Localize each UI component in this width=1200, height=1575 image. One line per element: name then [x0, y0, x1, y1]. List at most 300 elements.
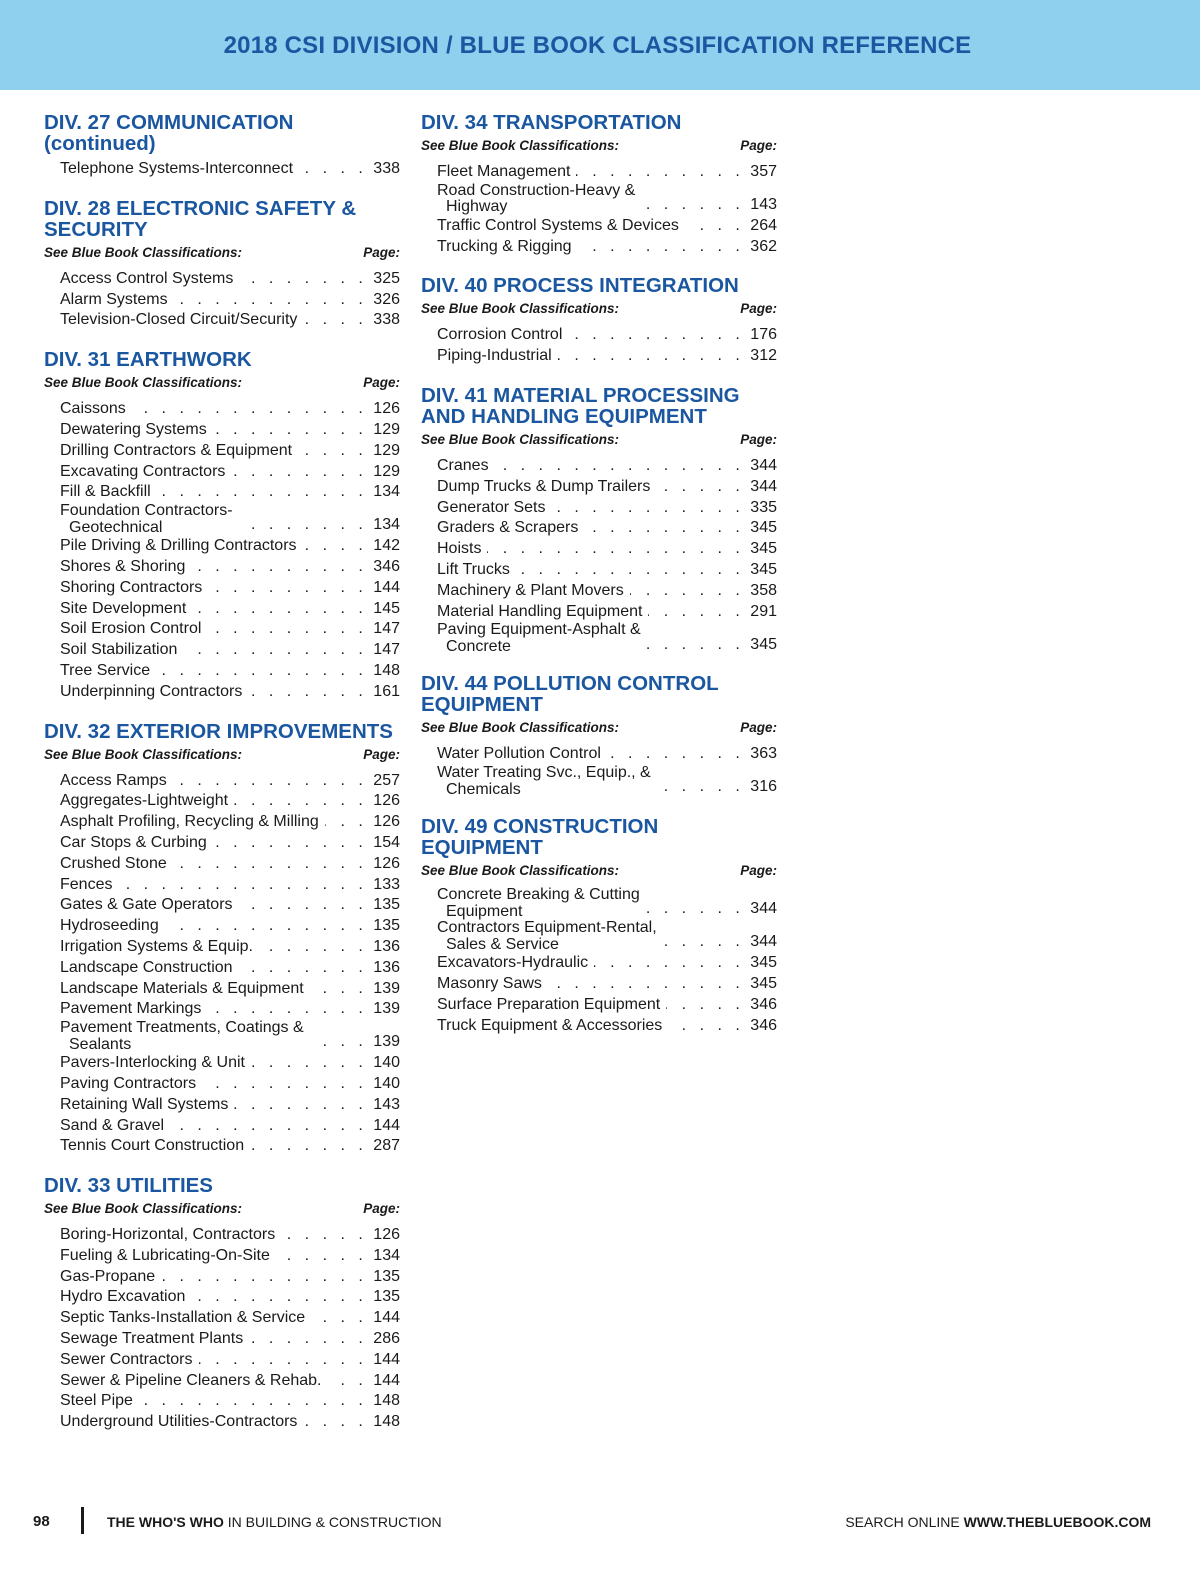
classification-entry — [437, 1016, 777, 1037]
classification-name-line: Geotechnical — [69, 518, 163, 536]
division-title — [44, 1175, 400, 1196]
classification-name-line: Boring-Horizontal, Contractors — [60, 1226, 276, 1244]
page-reference: 325 — [373, 269, 400, 287]
classification-name-line: Gas-Propane — [60, 1267, 156, 1285]
page-reference: 344 — [750, 477, 777, 495]
page-reference: 136 — [373, 958, 400, 976]
classification-entry — [60, 1074, 400, 1095]
dot-leader — [165, 916, 368, 937]
classification-name-line: Contractors Equipment-Rental, — [437, 919, 657, 937]
page-reference: 126 — [373, 813, 400, 831]
classification-entry — [437, 920, 777, 953]
classification-subheader — [421, 432, 777, 448]
classification-name-line: Pavers-Interlocking & Unit — [60, 1054, 245, 1072]
page-reference: 326 — [373, 290, 400, 308]
page-column-label: Page: — [363, 746, 400, 762]
classification-name — [437, 325, 562, 346]
classification-name-line: Crushed Stone — [60, 854, 167, 872]
dot-leader — [202, 1074, 367, 1095]
dot-leader — [173, 854, 368, 875]
classification-name — [60, 1225, 275, 1246]
dot-leader — [250, 1136, 367, 1157]
classification-name — [60, 916, 159, 937]
classification-name-line: Car Stops & Curbing — [60, 833, 207, 851]
classification-name-line: Underpinning Contractors — [60, 682, 243, 700]
classification-subheader — [44, 747, 400, 763]
footer-divider — [81, 1507, 84, 1534]
classification-entry — [60, 1246, 400, 1267]
classification-entry — [60, 399, 400, 420]
dot-leader — [552, 498, 745, 519]
classification-entry — [60, 578, 400, 599]
classification-name — [437, 765, 651, 798]
division-title-line: AND HANDLING EQUIPMENT — [421, 404, 707, 428]
classification-entry — [60, 1329, 400, 1350]
page-reference: 148 — [373, 1392, 400, 1410]
section-div-44-pollution-control — [421, 673, 777, 798]
page-reference: 144 — [373, 1371, 400, 1389]
dot-leader — [192, 599, 367, 620]
page-reference: 161 — [373, 682, 400, 700]
dot-leader — [298, 441, 367, 462]
classification-entry — [437, 765, 777, 798]
dot-leader — [578, 237, 745, 258]
page-column-label: Page: — [740, 863, 777, 879]
division-title — [421, 275, 777, 296]
page-reference: 135 — [373, 1288, 400, 1306]
classification-name — [60, 1267, 155, 1288]
page-reference: 357 — [750, 163, 777, 180]
classification-name — [60, 1246, 270, 1267]
classification-entry — [437, 162, 777, 183]
search-online-label: SEARCH ONLINE — [845, 1514, 964, 1530]
division-title — [421, 112, 777, 133]
classification-name-line: Dewatering Systems — [60, 420, 207, 438]
classification-name-line: Hydroseeding — [60, 917, 159, 935]
classification-name-line: Material Handling Equipment — [437, 602, 643, 620]
see-classifications-label: See Blue Book Classifications: — [44, 375, 243, 391]
page-reference: 129 — [373, 420, 400, 438]
classification-entry — [437, 560, 777, 581]
page-reference: 133 — [373, 875, 400, 893]
dot-leader — [310, 979, 368, 1000]
left-column — [44, 112, 400, 1451]
section-div-32-exterior-improvements — [44, 721, 400, 1158]
classification-name — [60, 640, 177, 661]
dot-leader — [576, 162, 744, 183]
division-title — [44, 112, 400, 154]
classification-name-line: Access Control Systems — [60, 269, 234, 287]
classification-name-line: Machinery & Plant Movers — [437, 581, 624, 599]
classification-entry — [60, 1308, 400, 1329]
classification-name — [60, 310, 297, 331]
classification-name — [60, 1095, 228, 1116]
page-reference: 345 — [750, 540, 777, 558]
classification-name — [437, 744, 601, 765]
page-reference: 344 — [750, 933, 777, 951]
dot-leader — [647, 635, 745, 656]
dot-leader — [259, 937, 367, 958]
see-classifications-label: See Blue Book Classifications: — [44, 1201, 243, 1217]
dot-leader — [657, 777, 745, 798]
page-reference: 363 — [750, 745, 777, 763]
classification-name-line: Shoring Contractors — [60, 578, 203, 596]
page-footer — [0, 1505, 1200, 1537]
dot-leader — [648, 602, 744, 623]
page-reference: 134 — [373, 516, 400, 534]
page-reference: 136 — [373, 937, 400, 955]
classification-name — [437, 456, 489, 477]
page-reference: 144 — [373, 1309, 400, 1327]
classification-name-line: Sewer & Pipeline Cleaners & Rehab. — [60, 1371, 322, 1389]
division-title — [44, 198, 400, 240]
classification-name — [60, 999, 201, 1020]
classification-name — [437, 953, 588, 974]
division-title-line: DIV. 33 UTILITIES — [44, 1174, 213, 1198]
classification-entry — [437, 953, 777, 974]
dot-leader — [139, 1391, 367, 1412]
classification-name — [437, 477, 650, 498]
classification-list — [44, 269, 400, 331]
classification-name — [60, 482, 151, 503]
classification-entry — [60, 1412, 400, 1433]
classification-name-line: Road Construction-Heavy & — [437, 181, 636, 199]
classification-entry — [60, 441, 400, 462]
classification-name-line: Fueling & Lubricating-On-Site — [60, 1246, 270, 1264]
classification-name-line: Graders & Scrapers — [437, 519, 579, 537]
dot-leader — [207, 999, 367, 1020]
dot-leader — [191, 1287, 367, 1308]
classification-subheader — [44, 375, 400, 391]
classification-list — [421, 887, 777, 1036]
classification-entry — [60, 1391, 400, 1412]
classification-entry — [60, 310, 400, 331]
dot-leader — [327, 1371, 367, 1392]
dot-leader — [548, 974, 744, 995]
classification-name-line: Asphalt Profiling, Recycling & Milling — [60, 813, 319, 831]
classification-entry — [60, 979, 400, 1000]
classification-name-line: Aggregates-Lightweight — [60, 792, 229, 810]
classification-entry — [60, 640, 400, 661]
classification-name-line: Pavement Markings — [60, 1000, 202, 1018]
classification-entry — [60, 937, 400, 958]
classification-entry — [437, 974, 777, 995]
classification-name-line: Dump Trucks & Dump Trailers — [437, 477, 651, 495]
classification-name — [60, 462, 225, 483]
dot-leader — [646, 899, 745, 920]
section-div-34-transportation — [421, 112, 777, 257]
website-url: WWW.THEBLUEBOOK.COM — [963, 1514, 1151, 1530]
classification-entry — [437, 518, 777, 539]
page-reference: 358 — [750, 581, 777, 599]
classification-name — [437, 237, 572, 258]
classification-entry — [60, 619, 400, 640]
classification-name — [437, 974, 542, 995]
division-title-line: DIV. 28 ELECTRONIC SAFETY & — [44, 196, 357, 220]
classification-entry — [60, 1267, 400, 1288]
dot-leader — [249, 1329, 367, 1350]
classification-name-line: Septic Tanks-Installation & Service — [60, 1309, 306, 1327]
classification-name-line: Drilling Contractors & Equipment — [60, 441, 293, 459]
division-title-line: DIV. 32 EXTERIOR IMPROVEMENTS — [44, 719, 393, 743]
page-reference: 142 — [373, 537, 400, 555]
classification-list — [44, 159, 400, 180]
page-reference: 312 — [750, 347, 777, 365]
page-column-label: Page: — [363, 375, 400, 391]
classification-name — [60, 958, 233, 979]
classification-name — [60, 159, 293, 180]
classification-entry — [60, 1136, 400, 1157]
classification-name-line: Irrigation Systems & Equip. — [60, 937, 253, 955]
classification-name — [60, 771, 167, 792]
classification-entry — [60, 1020, 400, 1053]
classification-name — [437, 346, 552, 367]
classification-name — [60, 536, 297, 557]
page-reference: 154 — [373, 833, 400, 851]
classification-name-line: Gates & Gate Operators — [60, 896, 233, 914]
division-title — [44, 721, 400, 742]
page-reference: 346 — [750, 1016, 777, 1034]
classification-name-line: Underground Utilities-Contractors — [60, 1413, 298, 1431]
dot-leader — [251, 1053, 367, 1074]
page-reference: 257 — [373, 771, 400, 789]
classification-name — [60, 441, 292, 462]
dot-leader — [303, 310, 367, 331]
dot-leader — [239, 895, 368, 916]
classification-name-line: Excavators-Hydraulic — [437, 954, 589, 972]
division-title-line: DIV. 40 PROCESS INTEGRATION — [421, 274, 739, 298]
dot-leader — [630, 581, 745, 602]
classification-name-line: Pile Driving & Drilling Contractors — [60, 537, 297, 555]
classification-name-line: Sealants — [69, 1035, 132, 1053]
classification-entry — [60, 1371, 400, 1392]
classification-name-line: Pavement Treatments, Coatings & — [60, 1019, 304, 1037]
classification-name — [60, 854, 167, 875]
page-reference: 338 — [373, 311, 400, 329]
section-div-27-communication — [44, 112, 400, 180]
classification-entry — [60, 833, 400, 854]
classification-name — [437, 498, 546, 519]
classification-name — [437, 581, 624, 602]
page-reference: 143 — [750, 196, 777, 213]
header-banner — [0, 0, 1200, 90]
classification-name — [60, 661, 150, 682]
section-div-41-material-processing — [421, 385, 777, 655]
page-reference: 129 — [373, 462, 400, 480]
classification-name — [437, 162, 570, 183]
classification-name — [60, 269, 233, 290]
classification-name-line: Chemicals — [446, 780, 521, 798]
see-classifications-label: See Blue Book Classifications: — [421, 863, 620, 879]
classification-name — [437, 560, 510, 581]
classification-name-line: Excavating Contractors — [60, 462, 226, 480]
division-title-line: DIV. 31 EARTHWORK — [44, 348, 252, 372]
classification-entry — [60, 854, 400, 875]
classification-entry — [60, 1225, 400, 1246]
classification-name-line: Steel Pipe — [60, 1392, 133, 1410]
classification-name — [437, 183, 635, 216]
page-reference: 126 — [373, 1226, 400, 1244]
classification-name-line: Highway — [446, 198, 508, 216]
classification-list — [44, 771, 400, 1158]
classification-entry — [437, 183, 777, 216]
classification-name — [60, 399, 126, 420]
classification-entry — [437, 995, 777, 1016]
classification-entry — [437, 325, 777, 346]
classification-name — [60, 578, 202, 599]
classification-entry — [437, 539, 777, 560]
search-online-link[interactable] — [845, 1514, 1151, 1530]
classification-name-line: Foundation Contractors- — [60, 502, 233, 520]
dot-leader — [239, 958, 368, 979]
page-reference: 144 — [373, 1116, 400, 1134]
classification-entry — [60, 503, 400, 536]
classification-name-line: Hoists — [437, 540, 482, 558]
page-column-label: Page: — [740, 720, 777, 736]
classification-list — [421, 325, 777, 367]
classification-name — [60, 875, 112, 896]
page-reference: 147 — [373, 641, 400, 659]
dot-leader — [239, 515, 368, 536]
classification-entry — [437, 477, 777, 498]
classification-name-line: Trucking & Rigging — [437, 237, 572, 255]
classification-entry — [437, 456, 777, 477]
page-reference: 126 — [373, 792, 400, 810]
division-title-line: DIV. 49 CONSTRUCTION — [421, 815, 659, 839]
classification-entry — [60, 290, 400, 311]
classification-name — [437, 216, 679, 237]
page-reference: 134 — [373, 1246, 400, 1264]
classification-name — [60, 1116, 164, 1137]
classification-name — [60, 599, 186, 620]
classification-name — [437, 1016, 662, 1037]
dot-leader — [173, 771, 368, 792]
dot-leader — [183, 640, 367, 661]
classification-subheader — [421, 301, 777, 317]
dot-leader — [668, 1016, 744, 1037]
page-reference: 144 — [373, 578, 400, 596]
dot-leader — [174, 290, 368, 311]
classification-name — [60, 937, 253, 958]
classification-name — [437, 920, 657, 953]
page-column-label: Page: — [363, 1201, 400, 1217]
division-title-line: (continued) — [44, 132, 156, 155]
classification-name — [60, 833, 207, 854]
page-reference: 338 — [373, 160, 400, 177]
classification-name-line: Surface Preparation Equipment — [437, 995, 661, 1013]
dot-leader — [299, 159, 367, 180]
classification-list — [421, 456, 777, 655]
classification-name-line: Water Pollution Control — [437, 745, 601, 763]
classification-name — [60, 503, 233, 536]
classification-name — [60, 1412, 297, 1433]
dot-leader — [118, 875, 367, 896]
dot-leader — [495, 456, 745, 477]
dot-leader — [248, 682, 367, 703]
classification-subheader — [421, 863, 777, 879]
classification-entry — [437, 887, 777, 920]
dot-leader — [607, 744, 744, 765]
dot-leader — [199, 1350, 368, 1371]
see-classifications-label: See Blue Book Classifications: — [44, 746, 243, 762]
classification-name — [437, 539, 481, 560]
dot-leader — [685, 216, 744, 237]
classification-entry — [60, 958, 400, 979]
classification-name-line: Masonry Saws — [437, 974, 542, 992]
dot-leader — [281, 1225, 367, 1246]
classification-name-line: Television-Closed Circuit/Security — [60, 311, 298, 329]
classification-name-line: Water Treating Svc., Equip., & — [437, 764, 651, 782]
division-title — [421, 816, 777, 858]
page-reference: 345 — [750, 560, 777, 578]
dot-leader — [276, 1246, 367, 1267]
division-title-line: EQUIPMENT — [421, 693, 543, 717]
classification-name — [60, 1350, 193, 1371]
page-reference: 139 — [373, 1000, 400, 1018]
dot-leader — [310, 1032, 368, 1053]
page-reference: 140 — [373, 1074, 400, 1092]
classification-entry — [60, 482, 400, 503]
classification-name-line: Fleet Management — [437, 163, 571, 180]
classification-name-line: Alarm Systems — [60, 290, 168, 308]
classification-name — [60, 619, 201, 640]
right-column — [421, 112, 777, 1054]
classification-entry — [60, 462, 400, 483]
page-reference: 143 — [373, 1095, 400, 1113]
dot-leader — [666, 995, 744, 1016]
classification-entry — [437, 602, 777, 623]
classification-entry — [60, 791, 400, 812]
classification-name — [60, 1136, 244, 1157]
page-reference: 345 — [750, 635, 777, 653]
page-reference: 139 — [373, 1033, 400, 1051]
see-classifications-label: See Blue Book Classifications: — [421, 720, 620, 736]
dot-leader — [303, 536, 368, 557]
dot-leader — [303, 1412, 367, 1433]
see-classifications-label: See Blue Book Classifications: — [421, 301, 620, 317]
dot-leader — [487, 539, 744, 560]
dot-leader — [161, 1267, 367, 1288]
division-title — [44, 349, 400, 370]
classification-entry — [437, 581, 777, 602]
section-div-49-construction — [421, 816, 777, 1036]
classification-entry — [60, 1053, 400, 1074]
publication-name-bold: THE WHO'S WHO — [107, 1514, 224, 1530]
classification-entry — [60, 1287, 400, 1308]
classification-name — [60, 1020, 304, 1053]
classification-name — [60, 1371, 321, 1392]
classification-entry — [437, 498, 777, 519]
classification-name-line: Corrosion Control — [437, 326, 563, 344]
page-reference: 286 — [373, 1330, 400, 1348]
page-reference: 140 — [373, 1054, 400, 1072]
classification-name-line: Landscape Construction — [60, 958, 233, 976]
classification-name-line: Tree Service — [60, 661, 151, 679]
page-reference: 346 — [750, 995, 777, 1013]
dot-leader — [213, 833, 368, 854]
classification-name-line: Access Ramps — [60, 771, 167, 789]
page-reference: 344 — [750, 456, 777, 474]
classification-entry — [60, 1095, 400, 1116]
section-div-28-electronic-safety — [44, 198, 400, 331]
dot-leader — [234, 791, 367, 812]
classification-entry — [437, 216, 777, 237]
classification-name-line: Paving Contractors — [60, 1074, 197, 1092]
division-title — [421, 385, 777, 427]
publication-name — [107, 1514, 442, 1530]
classification-name — [60, 682, 242, 703]
page-column-label: Page: — [740, 138, 777, 153]
